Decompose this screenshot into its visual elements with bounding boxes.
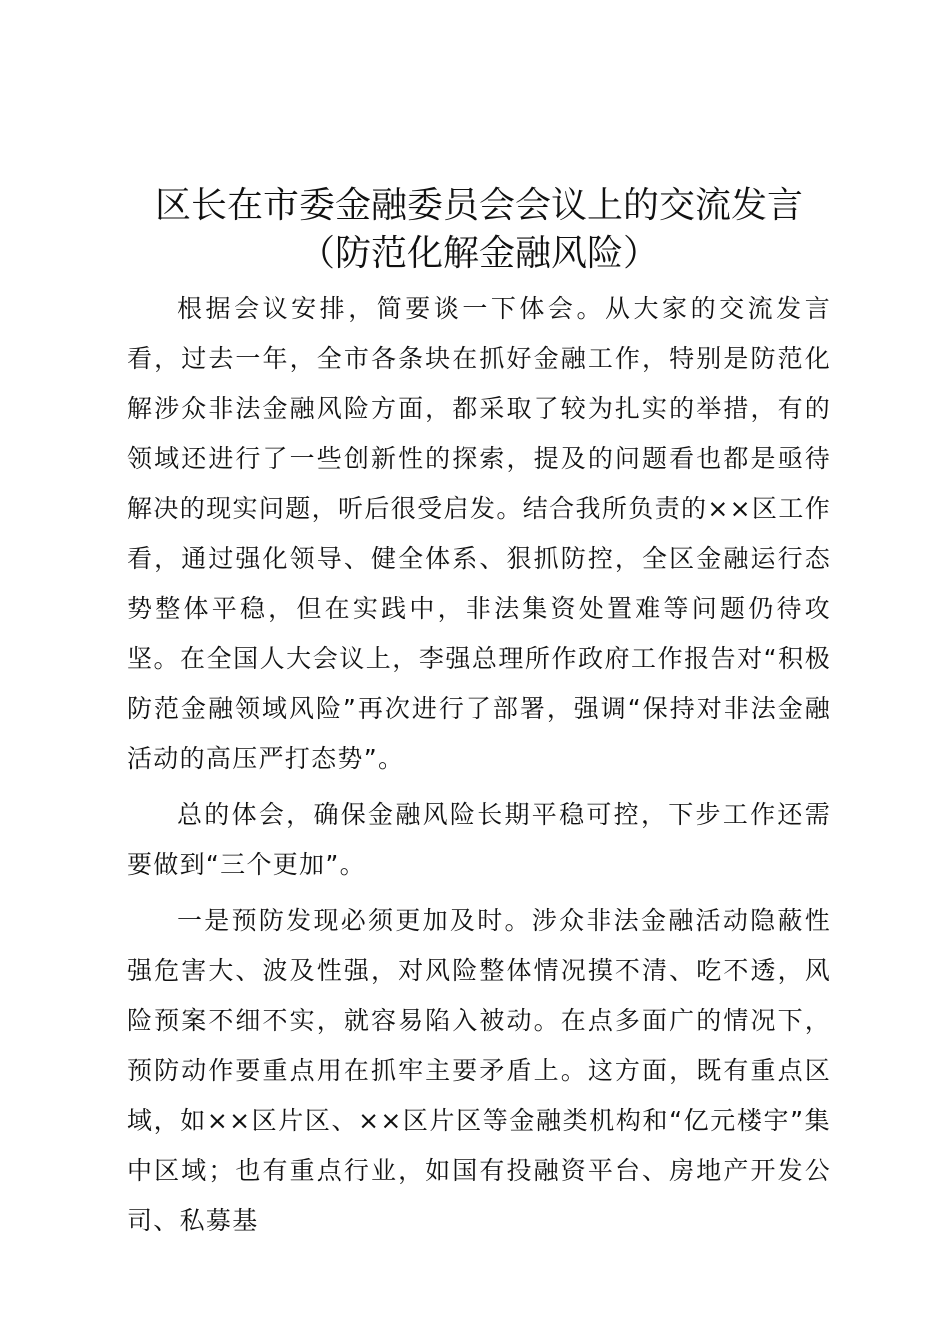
document-page (127, 182, 831, 1252)
paragraph-1: 根据会议安排，简要谈一下体会。从大家的交流发言看，过去一年，全市各条块在抓好金融工作，特别是防范化解涉众非法金融风险方面，都采取了较为扎实的举措，有的领域还进行了一些创新性的探索，提及的问题看也都是亟待解决的现实问题，听后很受启发。结合我所负责的××区工作看，通过强化领导、健全体系、狠抓防控，全区金融运行态势整体平稳，但在实践中，非法集资处置难等问题仍待攻坚。在全国人大会议上，李强总理所作政府工作报告对“积极防范金融领域风险”再次进行了部署，强调“保持对非法金融活动的高压严打态势”。 (127, 294, 831, 773)
document-title: 区长在市委金融委员会会议上的交流发言（防范化解金融风险） (154, 185, 803, 274)
paragraph-2: 总的体会，确保金融风险长期平稳可控，下步工作还需要做到“三个更加”。 (127, 800, 831, 879)
paragraph-3: 一是预防发现必须更加及时。涉众非法金融活动隐蔽性强危害大、波及性强，对风险整体情况摸不清、吃不透，风险预案不细不实，就容易陷入被动。在点多面广的情况下，预防动作要重点用在抓牢主要矛盾上。这方面，既有重点区域，如××区片区、××区片区等金融类机构和“亿元楼宇”集中区域；也有重点行业，如国有投融资平台、房地产开发公司、私募基 (127, 906, 831, 1235)
